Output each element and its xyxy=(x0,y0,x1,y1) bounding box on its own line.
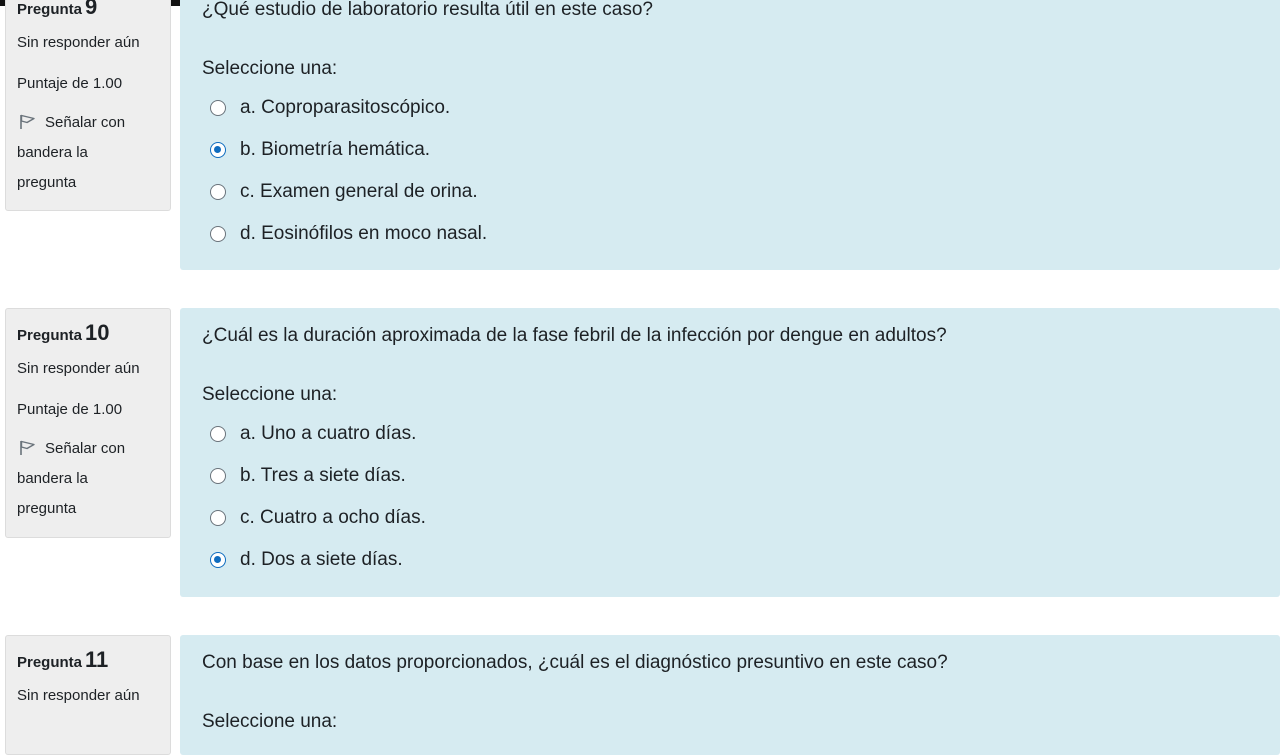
flag-icon xyxy=(19,440,37,456)
radio-button[interactable] xyxy=(210,100,226,116)
radio-button-selected[interactable] xyxy=(210,552,226,568)
answer-option-a[interactable] xyxy=(202,413,1280,455)
question-grade: Puntaje de 1.00 xyxy=(17,401,123,418)
radio-button[interactable] xyxy=(210,510,226,526)
answer-prompt: Seleccione una: xyxy=(202,58,338,79)
question-info-10 xyxy=(5,308,171,538)
flag-question-10[interactable] xyxy=(17,434,170,524)
flag-label-line2: bandera la xyxy=(17,144,88,161)
answer-label: d. Eosinófilos en moco nasal. xyxy=(240,223,488,244)
flag-label-line3: pregunta xyxy=(17,174,77,191)
question-grade: Puntaje de 1.00 xyxy=(17,75,123,92)
answer-label: b. Biometría hemática. xyxy=(240,139,431,160)
flag-label-line1: Señalar con xyxy=(45,114,126,131)
question-info-9 xyxy=(5,0,171,211)
question-label: Pregunta xyxy=(17,654,83,671)
flag-label-line3: pregunta xyxy=(17,500,77,517)
radio-button[interactable] xyxy=(210,226,226,242)
question-state: Sin responder aún xyxy=(17,687,140,704)
answer-label: d. Dos a siete días. xyxy=(240,549,403,570)
question-text: ¿Qué estudio de laboratorio resulta útil en este caso? xyxy=(202,0,653,20)
question-content-11 xyxy=(180,635,1280,755)
answer-label: a. Uno a cuatro días. xyxy=(240,423,417,444)
answer-label: a. Coproparasitoscópico. xyxy=(240,97,451,118)
flag-label-line1: Señalar con xyxy=(45,440,126,457)
question-content-10 xyxy=(180,308,1280,597)
answer-list xyxy=(202,87,1280,255)
question-number-9 xyxy=(17,0,170,21)
answer-prompt: Seleccione una: xyxy=(202,711,338,732)
answer-label: b. Tres a siete días. xyxy=(240,465,406,486)
question-state: Sin responder aún xyxy=(17,34,140,51)
answer-label: c. Cuatro a ocho días. xyxy=(240,507,426,528)
question-number: 11 xyxy=(85,647,109,672)
answer-option-d[interactable] xyxy=(202,213,1280,255)
answer-option-b[interactable] xyxy=(202,129,1280,171)
question-text: Con base en los datos proporcionados, ¿cuál es el diagnóstico presuntivo en este caso? xyxy=(202,652,948,673)
question-number: 9 xyxy=(85,0,98,19)
flag-icon xyxy=(19,114,37,130)
question-label: Pregunta xyxy=(17,327,83,344)
answer-option-d[interactable] xyxy=(202,539,1280,581)
flag-question-9[interactable] xyxy=(17,108,170,198)
question-label: Pregunta xyxy=(17,1,83,18)
question-content-9 xyxy=(180,0,1280,270)
radio-button[interactable] xyxy=(210,468,226,484)
question-number-10 xyxy=(17,319,170,347)
answer-prompt: Seleccione una: xyxy=(202,384,338,405)
answer-list xyxy=(202,413,1280,581)
flag-label-line2: bandera la xyxy=(17,470,88,487)
radio-button[interactable] xyxy=(210,184,226,200)
question-number: 10 xyxy=(85,320,110,345)
radio-button-selected[interactable] xyxy=(210,142,226,158)
answer-label: c. Examen general de orina. xyxy=(240,181,478,202)
radio-button[interactable] xyxy=(210,426,226,442)
question-text: ¿Cuál es la duración aproximada de la fase febril de la infección por dengue en adultos? xyxy=(202,325,947,346)
question-state: Sin responder aún xyxy=(17,360,140,377)
answer-option-a[interactable] xyxy=(202,87,1280,129)
answer-option-c[interactable] xyxy=(202,171,1280,213)
question-info-11 xyxy=(5,635,171,755)
answer-option-b[interactable] xyxy=(202,455,1280,497)
question-number-11 xyxy=(17,646,170,674)
answer-option-c[interactable] xyxy=(202,497,1280,539)
